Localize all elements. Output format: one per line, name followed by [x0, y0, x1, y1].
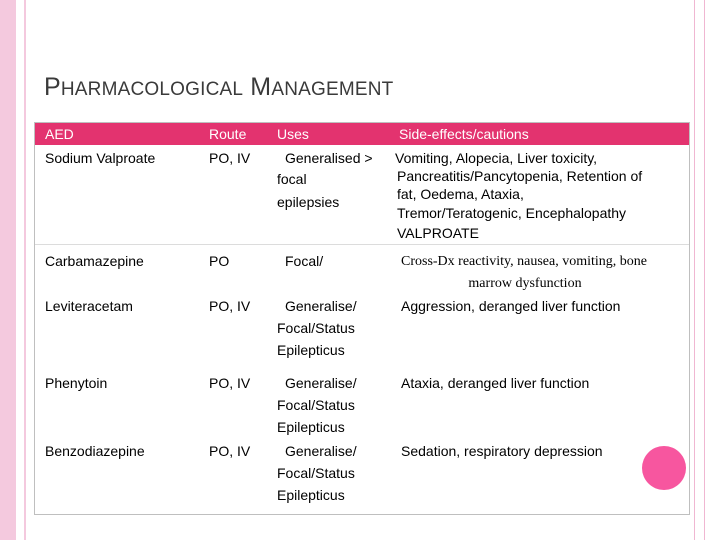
- table-row-uses-line: Epilepticus: [277, 487, 345, 503]
- table-row-uses-line: Epilepticus: [277, 342, 345, 358]
- table-row-side-text: marrow dysfunction: [468, 276, 582, 291]
- header-aed: AED: [45, 126, 74, 142]
- decorative-left-bar: [0, 0, 16, 540]
- table-row-side-line: Tremor/Teratogenic, Encephalopathy: [397, 205, 627, 221]
- slide-title: PHARMACOLOGICAL MANAGEMENT: [44, 73, 394, 101]
- table-row-drug: Carbamazepine: [45, 253, 144, 269]
- table-row-uses-line: Focal/Status: [277, 320, 355, 336]
- table-header-row: [35, 123, 689, 145]
- table-row-side-line: Cross-Dx reactivity, nausea, vomiting, bone: [401, 254, 647, 269]
- table-row-drug: Leviteracetam: [45, 298, 133, 314]
- table-row-side-line: Pancreatitis/Pancytopenia, Retention of: [397, 168, 643, 184]
- medication-table: [34, 122, 690, 515]
- table-row-uses-line: focal: [277, 171, 307, 187]
- table-row-side-line: VALPROATE: [397, 225, 479, 241]
- table-row-uses-line: Focal/: [285, 253, 324, 269]
- header-route: Route: [209, 126, 247, 142]
- table-row-route: PO, IV: [209, 443, 251, 459]
- table-row-uses-line: Generalise/: [285, 298, 357, 314]
- table-row-route: PO, IV: [209, 375, 251, 391]
- table-row-uses-line: Focal/Status: [277, 465, 355, 481]
- decorative-left-line: [24, 0, 26, 540]
- table-row-route: PO: [209, 253, 230, 269]
- table-row-drug: Sodium Valproate: [45, 150, 156, 166]
- header-uses: Uses: [277, 126, 309, 142]
- table-row-uses-line: Generalise/: [285, 375, 357, 391]
- decorative-right-line: [694, 0, 695, 540]
- table-row-side-line: Vomiting, Alopecia, Liver toxicity,: [395, 150, 598, 166]
- table-row-route: PO, IV: [209, 298, 251, 314]
- table-row-side-line: Ataxia, deranged liver function: [401, 375, 590, 391]
- row-separator: [35, 244, 689, 245]
- table-row-side-line: fat, Oedema, Ataxia,: [397, 186, 524, 202]
- header-side-effects: Side-effects/cautions: [399, 126, 529, 142]
- table-row-side-line: Aggression, deranged liver function: [401, 298, 621, 314]
- table-row-drug: Phenytoin: [45, 375, 108, 391]
- table-row-uses-line: Generalised >: [285, 150, 373, 166]
- table-row-side-line: Sedation, respiratory depression: [401, 443, 603, 459]
- table-row-side-line: [379, 273, 671, 295]
- table-row-uses-line: epilepsies: [277, 194, 340, 210]
- table-row-uses-line: Epilepticus: [277, 419, 345, 435]
- table-row-route: PO, IV: [209, 150, 251, 166]
- table-row-uses-line: Generalise/: [285, 443, 357, 459]
- decorative-right-line-outer: [704, 0, 705, 540]
- table-row-uses-line: Focal/Status: [277, 397, 355, 413]
- table-row-drug: Benzodiazepine: [45, 443, 145, 459]
